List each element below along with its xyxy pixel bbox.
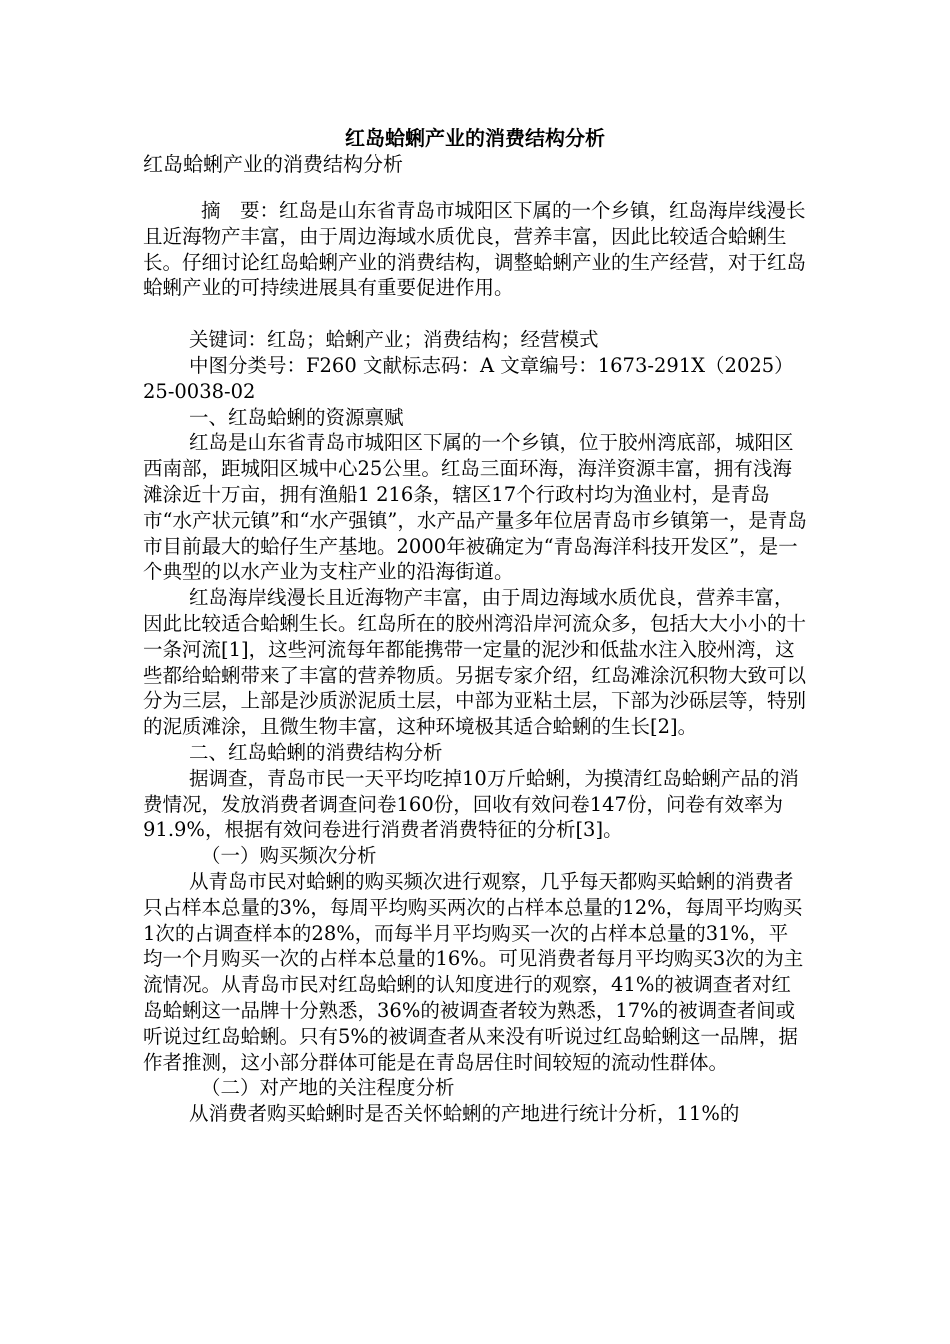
subsection-2-paragraph-1: 从消费者购买蛤蜊时是否关怀蛤蜊的产地进行统计分析，11%的: [189, 1102, 740, 1126]
section-1-paragraph-2: 红岛海岸线漫长且近海物产丰富，由于周边海域水质优良，营养丰富，因此比较适合蛤蜊生长。红岛所在的胶州湾沿岸河流众多，包括大大小小的十一条河流[1]，这些河流每年都能携带一定量的泥沙和低盐水注入胶州湾，这些都给蛤蜊带来了丰富的营养物质。另据专家介绍，红岛滩涂沉积物大致可以分为三层，上部是沙质淤泥质土层，中部为亚粘土层，下部为沙砾层等，特别的泥质滩涂，且微生物丰富，这种环境极其适合蛤蜊的生长[2]。: [143, 586, 807, 739]
abstract-paragraph: 摘 要：红岛是山东省青岛市城阳区下属的一个乡镇，红岛海岸线漫长且近海物产丰富，由于周边海域水质优良，营养丰富，因此比较适合蛤蜊生长。仔细讨论红岛蛤蜊产业的消费结构，调整蛤蜊产业的生产经营，对于红岛蛤蜊产业的可持续进展具有重要促进作用。: [143, 199, 807, 300]
spacer: [143, 301, 807, 327]
document-subtitle: 红岛蛤蜊产业的消费结构分析: [143, 152, 403, 176]
subsection-1-heading: （一）购买频次分析: [201, 844, 377, 868]
section-1-heading: 一、红岛蛤蜊的资源禀赋: [189, 405, 404, 429]
document-body: [143, 198, 807, 1127]
section-1-paragraph-1: 红岛是山东省青岛市城阳区下属的一个乡镇，位于胶州湾底部，城阳区西南部，距城阳区城中心25公里。红岛三面环海，海洋资源丰富，拥有浅海滩涂近十万亩，拥有渔船1 216条，辖区17个行政村均为渔业村，是青岛市“水产状元镇”和“水产强镇”，水产品产量多年位居青岛市乡镇第一，是青岛市目前最大的蛤仔生产基地。2000年被确定为“青岛海洋科技开发区”，是一个典型的以水产业为支柱产业的沿海街道。: [143, 431, 807, 584]
subsection-2-heading: （二）对产地的关注程度分析: [201, 1076, 455, 1100]
section-2-paragraph-1: 据调查，青岛市民一天平均吃掉10万斤蛤蜊，为摸清红岛蛤蜊产品的消费情况，发放消费者调查问卷160份，回收有效问卷147份，问卷有效率为91.9%，根据有效问卷进行消费者消费特征的分析[3]。: [143, 766, 799, 842]
classification-line: 中图分类号：F260 文献标志码：A 文章编号：1673-291X（2025）25-0038-02: [143, 353, 794, 403]
document-title: 红岛蛤蜊产业的消费结构分析: [345, 126, 605, 150]
keywords-line: 关键词：红岛；蛤蜊产业；消费结构；经营模式: [189, 328, 599, 352]
subsection-1-paragraph-1: 从青岛市民对蛤蜊的购买频次进行观察，几乎每天都购买蛤蜊的消费者只占样本总量的3%，每周平均购买两次的占样本总量的12%，每周平均购买1次的占调查样本的28%，而每半月平均购买一次的占样本总量的31%，平均一个月购买一次的占样本总量的16%。可见消费者每月平均购买3次的为主流情况。从青岛市民对红岛蛤蜊的认知度进行的观察，41%的被调查者对红岛蛤蜊这一品牌十分熟悉，36%的被调查者较为熟悉，17%的被调查者间或听说过红岛蛤蜊。只有5%的被调查者从来没有听说过红岛蛤蜊这一品牌，据作者推测，这小部分群体可能是在青岛居住时间较短的流动性群体。: [143, 869, 804, 1074]
section-2-heading: 二、红岛蛤蜊的消费结构分析: [189, 740, 443, 764]
